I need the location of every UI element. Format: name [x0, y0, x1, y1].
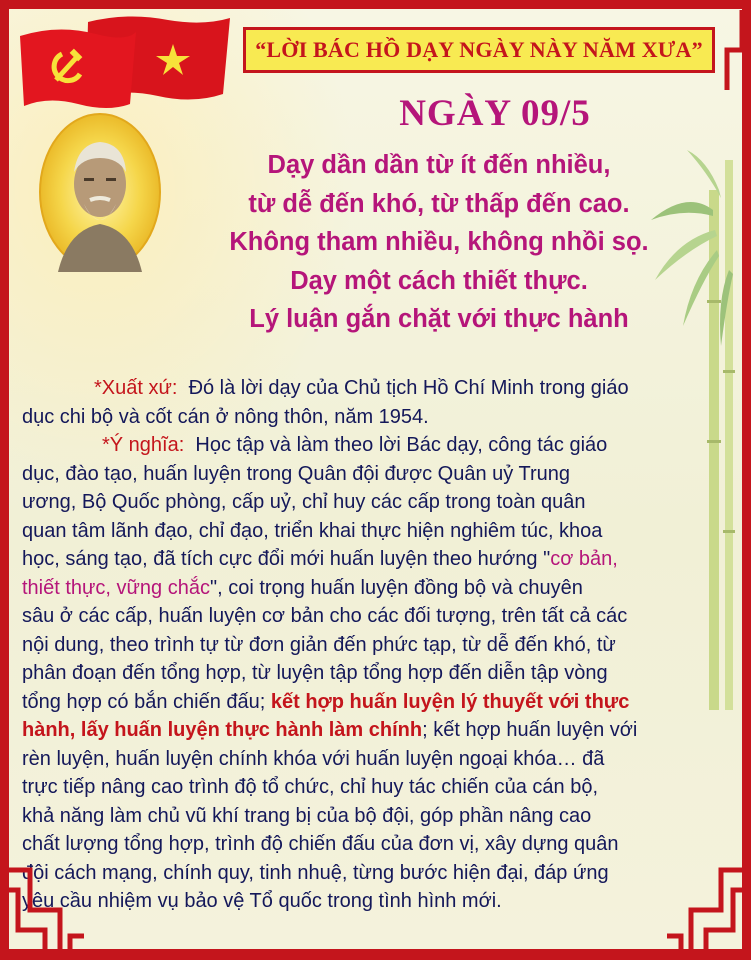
- quote-line: Dạy dần dần từ ít đến nhiều,: [267, 151, 611, 179]
- corner-ornament: [661, 850, 751, 960]
- body-text: [22, 374, 716, 916]
- corner-ornament: [0, 850, 90, 960]
- source-text: Đó là lời dạy của Chủ tịch Hồ Chí Minh trong giáo: [188, 377, 629, 399]
- text-line: dục chi bộ và cốt cán ở nông thôn, năm 1954.: [22, 405, 429, 428]
- text-line: phân đoạn đến tổng hợp, từ luyện tập tổng hợp đến diễn tập vòng: [22, 662, 608, 684]
- frame-border-left: [0, 0, 9, 960]
- frame-border-top: [0, 0, 751, 9]
- text-line: sâu ở các cấp, huấn luyện cơ bản cho các đối tượng, trên tất cả các: [22, 605, 628, 627]
- text-line: rèn luyện, huấn luyện chính khóa với huấn luyện ngoại khóa… đã: [22, 747, 605, 770]
- text-line: đội cách mạng, chính quy, tinh nhuệ, từng bước hiện đại, đáp ứng: [22, 861, 609, 884]
- meaning-label: *Ý nghĩa:: [102, 434, 185, 456]
- party-flag-icon: [20, 29, 136, 108]
- quote-line: Dạy một cách thiết thực.: [290, 266, 588, 295]
- text-line: [22, 374, 716, 403]
- text-line: nội dung, theo trình tự từ đơn giản đến phức tạp, từ dễ đến khó, từ: [22, 633, 616, 656]
- text-line: tổng hợp có bắn chiến đấu; kết hợp huấn luyện lý thuyết với thực: [22, 690, 630, 713]
- frame-border-right: [742, 0, 751, 960]
- text-line: yêu cầu nhiệm vụ bảo vệ Tổ quốc trong tình hình mới.: [22, 890, 502, 912]
- portrait-image: [38, 112, 162, 272]
- frame-border-bottom: [0, 949, 751, 960]
- quote-line: Không tham nhiều, không nhồi sọ.: [229, 228, 649, 256]
- date-title: NGÀY 09/5: [399, 93, 591, 134]
- text-line: học, sáng tạo, đã tích cực đổi mới huấn luyện theo hướng "cơ bản,: [22, 548, 618, 570]
- text-line: khả năng làm chủ vũ khí trang bị của bộ đội, góp phần nâng cao: [22, 804, 592, 827]
- quote-block: [205, 146, 673, 339]
- banner-title: “LỜI BÁC HỒ DẠY NGÀY NÀY NĂM XƯA”: [255, 37, 703, 62]
- text-line: hành, lấy huấn luyện thực hành làm chính; kết hợp huấn luyện với: [22, 719, 638, 741]
- text-line: quan tâm lãnh đạo, chỉ đạo, triển khai thực hiện nghiêm túc, khoa: [22, 519, 603, 542]
- source-label: *Xuất xứ:: [94, 377, 178, 399]
- corner-ornament: [711, 0, 751, 110]
- text-line: dục, đào tạo, huấn luyện trong Quân đội được Quân uỷ Trung: [22, 462, 570, 485]
- text-line: ương, Bộ Quốc phòng, cấp uỷ, chỉ huy các cấp trong toàn quân: [22, 491, 586, 513]
- text-line: *Ý nghĩa: Học tập và làm theo lời Bác dạy, công tác giáo: [102, 434, 608, 456]
- quote-line: Lý luận gắn chặt với thực hành: [249, 305, 629, 333]
- text-line: thiết thực, vững chắc", coi trọng huấn luyện đồng bộ và chuyên: [22, 576, 583, 599]
- title-banner: [243, 27, 715, 73]
- quote-line: từ dễ đến khó, từ thấp đến cao.: [248, 189, 630, 218]
- text-line: trực tiếp nâng cao trình độ tổ chức, chỉ huy tác chiến của cán bộ,: [22, 776, 598, 798]
- text-line: chất lượng tổng hợp, trình độ chiến đấu của đơn vị, xây dựng quân: [22, 833, 619, 855]
- flags-decoration: [18, 14, 233, 110]
